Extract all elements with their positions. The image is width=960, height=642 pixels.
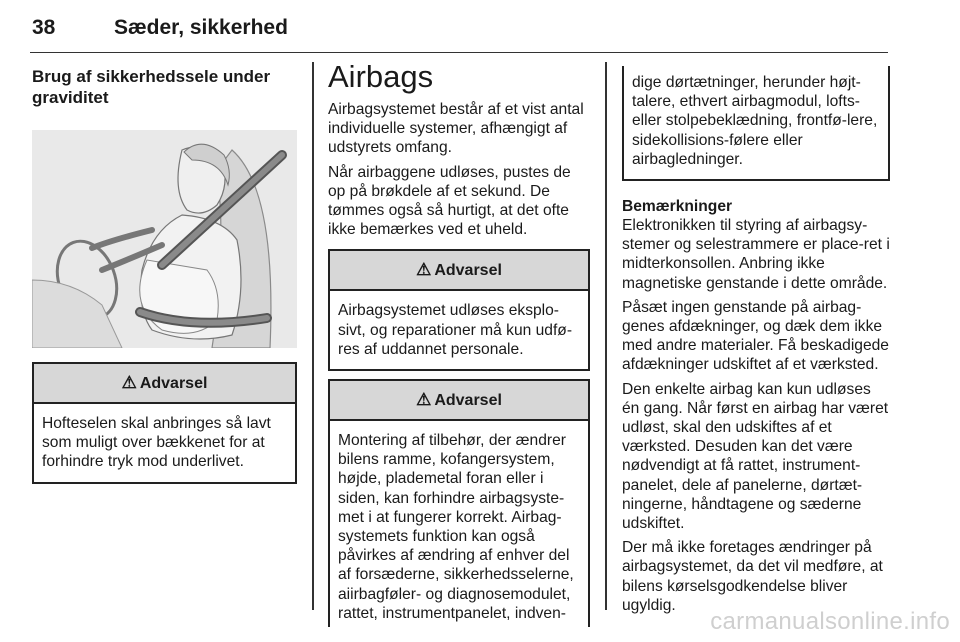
warning-triangle-icon: ⚠ — [121, 373, 137, 392]
warning-triangle-icon: ⚠ — [416, 390, 432, 410]
seatbelt-illustration-graphic — [32, 130, 297, 348]
warning-title: Advarsel — [434, 262, 502, 280]
column-2 — [328, 60, 590, 627]
column-divider-1 — [312, 62, 314, 610]
airbags-paragraph-2: Når airbaggene udløses, pustes de op på brøkdele af et sekund. De tømmes også så hurtigt, at det ofte ikke bemærkes ved et uheld. — [328, 163, 571, 239]
warning-title-bar — [330, 251, 588, 291]
warning-box-accessories-continued — [622, 66, 890, 181]
notes-paragraph-4: Der må ikke foretages ændringer på airbagsystemet, da det vil medføre, at bilens kørselsgodkendelse bliver ugyldig. — [622, 539, 883, 614]
warning-triangle-icon: ⚠ — [416, 260, 432, 280]
running-title: Sæder, sikkerhed — [114, 16, 288, 39]
warning-title: Advarsel — [434, 392, 502, 410]
warning-body-continued: dige dørtætninger, herunder højt-talere, ethvert airbagmodul, lofts-eller stolpebeklædning, frontfø-lere, sidekollisions-følere eller airbagledninger. — [632, 74, 878, 168]
column-divider-2 — [605, 62, 607, 610]
warning-body: Airbagsystemet udløses eksplo-sivt, og reparationer må kun udfø-res af uddannet personale. — [338, 302, 573, 358]
column-3 — [622, 66, 890, 620]
notes-paragraph-2: Påsæt ingen genstande på airbag-genes afdækninger, og dæk dem ikke med andre materialer. Få beskadigede afdækninger udskiftet af et værksted. — [622, 298, 889, 374]
section-heading-airbags: Airbags — [328, 59, 434, 94]
airbags-paragraph-1: Airbagsystemet består af et vist antal individuelle systemer, afhængigt af udstyrets omfang. — [328, 101, 584, 157]
notes-heading: Bemærkninger — [622, 198, 733, 216]
page-header — [30, 6, 888, 53]
notes-paragraph-1: Elektronikken til styring af airbagsy-stemer og selestrammere er place-ret i midterkonsollen. Anbring ikke magnetiske genstande i dette område. — [622, 217, 890, 292]
warning-title: Advarsel — [139, 375, 208, 392]
warning-box-accessories — [328, 379, 590, 627]
column-1 — [32, 66, 297, 484]
warning-title-bar — [330, 381, 588, 421]
page-number: 38 — [32, 16, 56, 39]
notes-paragraph-3: Den enkelte airbag kan kun udløses én gang. Når først en airbag har været udløst, skal den udskiftes af et værksted. Desuden kan det være nødvendigt at få rattet, instrument-panelet, dele af panelerne, dørtæt-ningerne, håndtagene og sæderne udskiftet. — [622, 380, 889, 533]
warning-box-explosive — [328, 249, 590, 371]
warning-box-lap-belt — [32, 362, 297, 484]
section-heading-pregnancy: Brug af sikkerhedssele under graviditet — [32, 67, 271, 107]
pregnant-seatbelt-illustration — [32, 130, 297, 348]
warning-title-bar — [34, 364, 295, 404]
watermark: carmanualsonline.info — [710, 608, 950, 635]
warning-body: Hofteselen skal anbringes så lavt som muligt over bækkenet for at forhindre tryk mod underlivet. — [42, 415, 271, 471]
warning-body: Montering af tilbehør, der ændrer bilens ramme, kofangersystem, højde, plademetal foran eller i siden, kan forhindre airbagsyste-met i at fungerer korrekt. Airbag-systemets funktion kan også påvirkes af ændring af enhver del af forsæderne, sikkerhedsselerne, aiirbagføler- og diagnosemodulet, rattet, instrumentpanelet, indven- — [338, 432, 574, 622]
